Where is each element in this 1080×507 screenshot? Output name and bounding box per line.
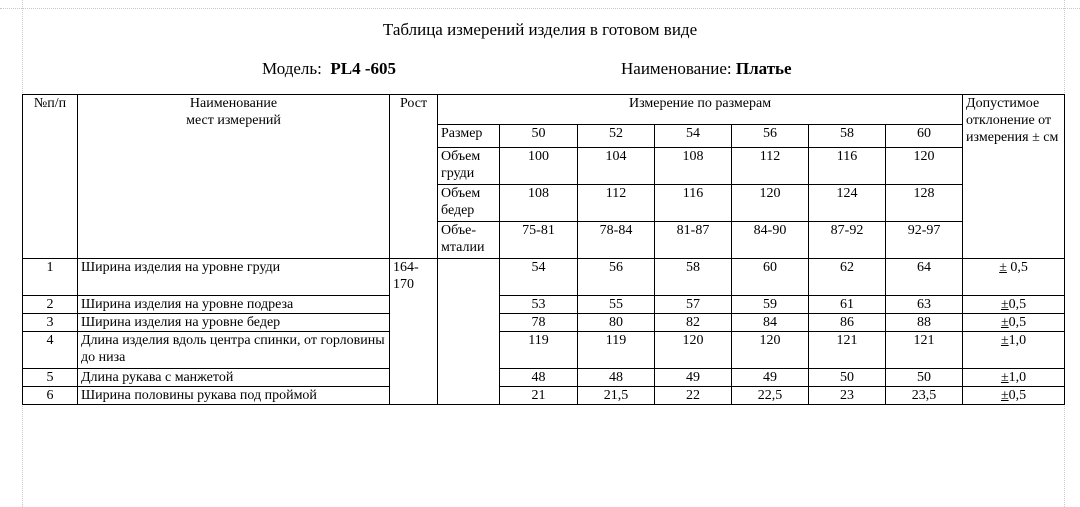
plus-minus-sign: ± [1000,297,1009,312]
size-cell: 116 [809,148,886,185]
size-cell: 108 [655,148,732,185]
size-cell: 58 [809,125,886,148]
row-value: 119 [578,332,655,369]
row-value: 50 [809,369,886,387]
page-guide-top [0,8,1080,9]
size-cell: 128 [886,185,963,222]
size-row-label: Объем груди [438,148,500,185]
row-value: 48 [500,369,578,387]
row-height-empty [390,369,438,387]
row-value: 57 [655,296,732,314]
plus-minus-sign: ± [999,260,1007,275]
row-tolerance [963,387,1065,405]
row-value: 55 [578,296,655,314]
row-tolerance [963,259,1065,296]
row-value: 48 [578,369,655,387]
plus-minus-sign: ± [1000,388,1009,403]
row-num: 2 [23,296,78,314]
row-height: 164-170 [390,259,438,296]
size-cell: 104 [578,148,655,185]
header-height: Рост [390,95,438,259]
size-cell: 87-92 [809,222,886,259]
tolerance-value: 0,5 [1008,297,1027,312]
product-name-value: Платье [735,59,792,78]
size-cell: 112 [578,185,655,222]
table-row [23,259,1065,296]
row-tolerance [963,314,1065,332]
row-value: 21 [500,387,578,405]
size-cell: 112 [732,148,809,185]
row-name: Ширина изделия на уровне бедер [78,314,390,332]
table-row [23,296,1065,314]
header-num: №п/п [23,95,78,259]
row-value: 63 [886,296,963,314]
header-place-line1: Наименование [189,96,278,111]
size-cell: 50 [500,125,578,148]
row-height-empty [390,387,438,405]
row-value: 49 [732,369,809,387]
row-num: 5 [23,369,78,387]
row-tolerance [963,369,1065,387]
header-place [78,95,390,259]
size-cell: 108 [500,185,578,222]
row-value: 22,5 [732,387,809,405]
table-row [23,387,1065,405]
size-cell: 78-84 [578,222,655,259]
row-value: 84 [732,314,809,332]
row-value: 21,5 [578,387,655,405]
row-value: 86 [809,314,886,332]
row-value: 49 [655,369,732,387]
plus-minus-sign: ± [1000,370,1009,385]
row-value: 121 [809,332,886,369]
size-cell: 124 [809,185,886,222]
measurement-table [22,94,1065,405]
model-line [262,59,396,79]
row-tolerance [963,332,1065,369]
row-value: 50 [886,369,963,387]
row-value: 23 [809,387,886,405]
size-cell: 84-90 [732,222,809,259]
tolerance-value: 0,5 [1008,388,1027,403]
row-num: 3 [23,314,78,332]
row-value: 23,5 [886,387,963,405]
size-cell: 92-97 [886,222,963,259]
row-value: 53 [500,296,578,314]
tolerance-value: 1,0 [1008,370,1027,385]
plus-minus-sign: ± [1000,333,1009,348]
size-cell: 56 [732,125,809,148]
size-cell: 75-81 [500,222,578,259]
tolerance-value: 1,0 [1008,333,1027,348]
model-value: PL4 -605 [330,59,396,78]
row-value: 54 [500,259,578,296]
row-name: Ширина изделия на уровне груди [78,259,390,296]
size-row-label: Размер [438,125,500,148]
document-title: Таблица измерений изделия в готовом виде [382,20,698,39]
size-row-label: Объе-мталии [438,222,500,259]
row-name: Длина изделия вдоль центра спинки, от горловины до низа [78,332,390,369]
row-value: 59 [732,296,809,314]
size-cell: 120 [732,185,809,222]
row-height-empty [390,314,438,332]
row-name: Длина рукава с манжетой [78,369,390,387]
row-value: 58 [655,259,732,296]
row-value: 64 [886,259,963,296]
table-row [23,314,1065,332]
row-value: 82 [655,314,732,332]
table-row [23,369,1065,387]
header-place-line2: мест измерений [186,113,281,128]
size-row-label: Объем бедер [438,185,500,222]
row-value: 60 [732,259,809,296]
tolerance-value: 0,5 [1008,315,1027,330]
row-value: 61 [809,296,886,314]
product-name-label: Наименование: [621,59,732,78]
row-name: Ширина изделия на уровне подреза [78,296,390,314]
row-value: 78 [500,314,578,332]
row-num: 6 [23,387,78,405]
row-value: 119 [500,332,578,369]
row-height-empty [390,332,438,369]
row-value: 88 [886,314,963,332]
model-label: Модель: [262,59,322,78]
header-sizes-group: Измерение по размерам [438,95,963,125]
product-name-line [621,59,792,79]
row-value: 62 [809,259,886,296]
size-cell: 120 [886,148,963,185]
plus-minus-sign: ± [1000,315,1009,330]
row-name: Ширина половины рукава под проймой [78,387,390,405]
row-value: 22 [655,387,732,405]
size-cell: 100 [500,148,578,185]
size-cell: 60 [886,125,963,148]
row-tolerance [963,296,1065,314]
row-value: 80 [578,314,655,332]
row-num: 1 [23,259,78,296]
size-cell: 116 [655,185,732,222]
size-cell: 52 [578,125,655,148]
header-row [23,95,1065,125]
size-cell: 54 [655,125,732,148]
row-height-empty [390,296,438,314]
row-value: 121 [886,332,963,369]
header-tolerance: Допустимое отклонение от измерения ± см [963,95,1065,259]
table-row [23,332,1065,369]
size-cell: 81-87 [655,222,732,259]
row-num: 4 [23,332,78,369]
tolerance-value: 0,5 [1006,260,1028,275]
row-value: 56 [578,259,655,296]
row-value: 120 [655,332,732,369]
row-value: 120 [732,332,809,369]
blank-merged-cell [438,259,500,405]
